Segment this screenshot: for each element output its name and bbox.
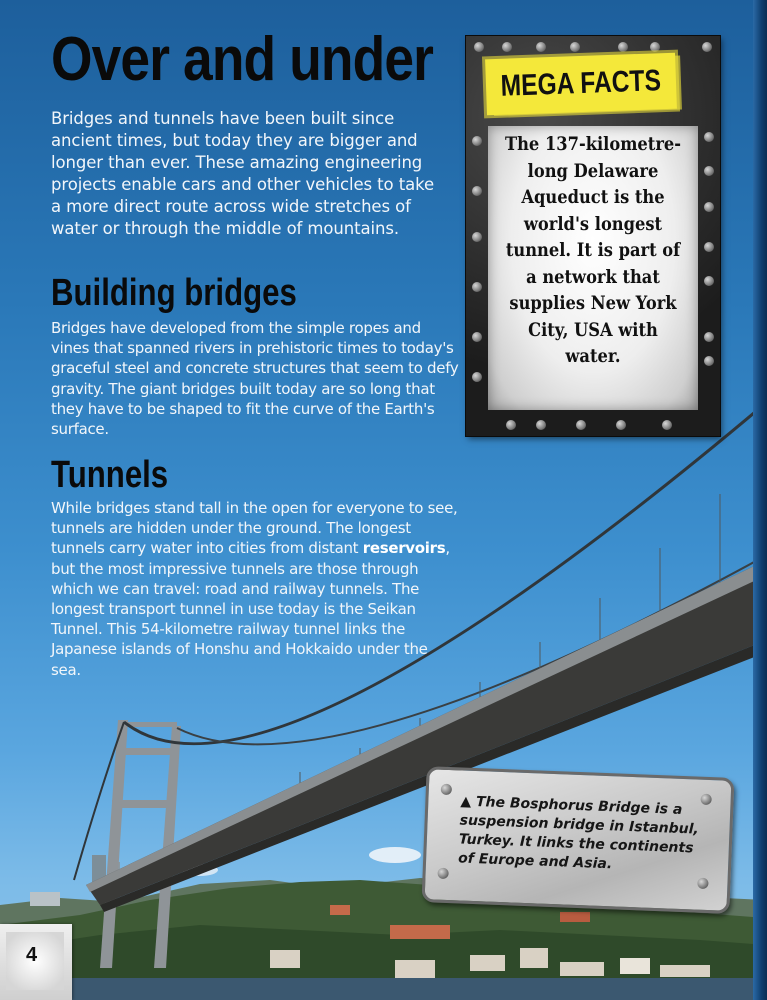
rivet-icon — [697, 878, 708, 889]
rivet-icon — [662, 420, 672, 430]
rivet-icon — [570, 42, 580, 52]
mega-facts-banner — [485, 53, 677, 116]
rivet-icon — [506, 420, 516, 430]
rivet-icon — [616, 420, 626, 430]
rivet-icon — [472, 232, 482, 242]
rivet-icon — [618, 42, 628, 52]
rivet-icon — [704, 166, 714, 176]
section-heading-bridges: Building bridges — [51, 272, 297, 314]
cloud — [369, 847, 421, 863]
rivet-icon — [704, 332, 714, 342]
rivet-icon — [704, 276, 714, 286]
rivet-icon — [704, 202, 714, 212]
rivet-icon — [536, 420, 546, 430]
section-heading-tunnels: Tunnels — [51, 454, 169, 496]
tunnels-paragraph — [51, 498, 461, 680]
intro-paragraph: Bridges and tunnels have been built since ancient times, but today they are bigger and longer than ever. These amazing engineering projects enable cars and other vehicles to take a more direct route across wide stretches of water or through the middle of mountains. — [51, 109, 434, 238]
rivet-icon — [704, 356, 714, 366]
rivet-icon — [472, 186, 482, 196]
rivet-icon — [704, 132, 714, 142]
page-number-tab — [0, 924, 72, 1000]
rivet-icon — [472, 332, 482, 342]
glossary-term-reservoirs: reservoirs — [362, 539, 446, 558]
tunnels-text-part2: , but the most impressive tunnels are those through which we can travel: road and railway tunnels. The longest transport tunnel in use today is the Seikan Tunnel. This 54-kilometre railway tunnel links the Japanese islands of Honshu and Hokkaido under the sea. — [51, 539, 450, 679]
rivet-icon — [576, 420, 586, 430]
rivet-icon — [472, 136, 482, 146]
rivet-icon — [702, 42, 712, 52]
tunnels-text-part1: While bridges stand tall in the open for everyone to see, tunnels are hidden under the ground. The longest tunnels carry water into cities from distant — [51, 499, 458, 558]
rivet-icon — [474, 42, 484, 52]
page-title: Over and under — [51, 25, 434, 94]
rivet-icon — [472, 372, 482, 382]
mega-facts-panel — [488, 126, 698, 410]
rivet-icon — [472, 282, 482, 292]
bridges-paragraph: Bridges have developed from the simple ropes and vines that spanned rivers in prehistoric times to today's graceful steel and concrete structures that seem to defy gravity. The giant bridges built today are so long that they have to be shaped to fit the curve of the Earth's surface. — [51, 319, 459, 439]
water — [0, 978, 767, 1000]
photo-caption: ▲ The Bosphorus Bridge is a suspension bridge in Istanbul, Turkey. It links the continents of Europe and Asia. — [457, 793, 700, 873]
rivet-icon — [437, 868, 448, 879]
mega-facts-text: The 137-kilometre-long Delaware Aqueduct is the world's longest tunnel. It is part of a network that supplies New York City, USA with water. — [504, 134, 682, 367]
rivet-icon — [704, 242, 714, 252]
rivet-icon — [441, 784, 452, 795]
page-spine — [753, 0, 767, 1000]
rivet-icon — [502, 42, 512, 52]
mega-facts-box — [466, 36, 720, 436]
page-number: 4 — [26, 944, 38, 966]
photo-caption-plate — [422, 766, 735, 914]
rivet-icon — [536, 42, 546, 52]
rivet-icon — [650, 42, 660, 52]
mega-facts-label: MEGA FACTS — [500, 64, 662, 103]
